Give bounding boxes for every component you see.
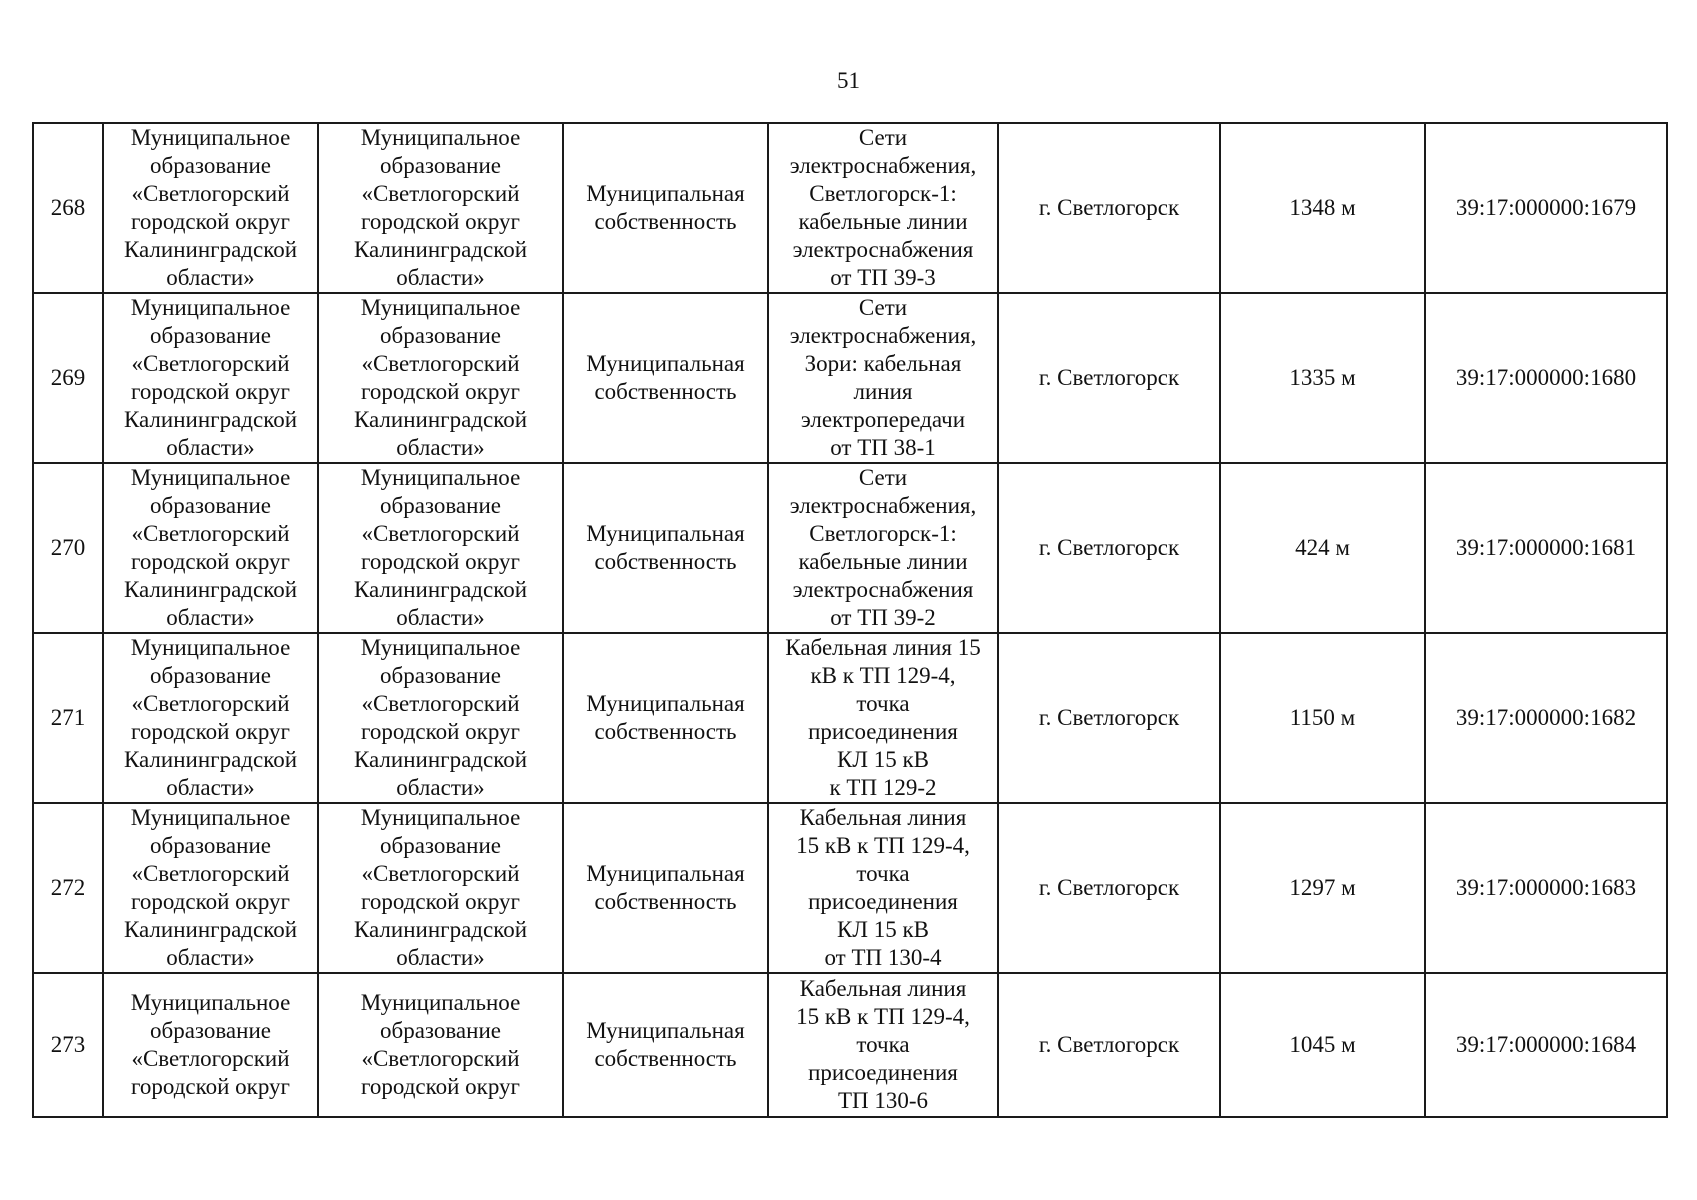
address-cell <box>998 463 1220 633</box>
row-number: 273 <box>50 1032 86 1057</box>
object-text: Сети электроснабжения, Светлогорск-1: кабельные линии электроснабжения от ТП 39-2 <box>789 465 977 630</box>
ownership-cell <box>563 973 768 1117</box>
row-number-cell <box>33 123 103 293</box>
page-number: 51 <box>837 68 860 93</box>
object-text: Кабельная линия 15 кВ к ТП 129-4, точка присоединения КЛ 15 кВ от ТП 130-4 <box>796 805 970 970</box>
object-cell <box>768 293 998 463</box>
row-number: 272 <box>50 875 86 900</box>
cadastral-number: 39:17:000000:1679 <box>1455 195 1637 220</box>
holder-cell <box>318 293 563 463</box>
length-cell <box>1220 293 1425 463</box>
length-cell <box>1220 123 1425 293</box>
address-cell <box>998 123 1220 293</box>
owner-cell <box>103 293 318 463</box>
cadastral-cell <box>1425 463 1667 633</box>
cadastral-cell <box>1425 973 1667 1117</box>
address-text: г. Светлогорск <box>1038 195 1180 220</box>
address-cell <box>998 803 1220 973</box>
cadastral-number: 39:17:000000:1683 <box>1455 875 1637 900</box>
owner-text: Муниципальное образование «Светлогорский городской округ <box>130 990 291 1099</box>
owner-cell <box>103 803 318 973</box>
ownership-cell <box>563 633 768 803</box>
ownership-text: Муниципальная собственность <box>586 181 745 234</box>
cadastral-number: 39:17:000000:1684 <box>1455 1032 1637 1057</box>
length-text: 1297 м <box>1289 875 1356 900</box>
length-text: 1335 м <box>1289 365 1356 390</box>
row-number-cell <box>33 463 103 633</box>
table-row <box>33 293 1667 463</box>
holder-text: Муниципальное образование «Светлогорский городской округ Калининградской области» <box>353 125 528 290</box>
ownership-text: Муниципальная собственность <box>586 691 745 744</box>
address-cell <box>998 973 1220 1117</box>
table-row <box>33 463 1667 633</box>
length-cell <box>1220 973 1425 1117</box>
row-number: 269 <box>50 365 86 390</box>
cadastral-number: 39:17:000000:1680 <box>1455 365 1637 390</box>
length-text: 424 м <box>1295 535 1350 560</box>
row-number: 271 <box>50 705 86 730</box>
ownership-text: Муниципальная собственность <box>586 351 745 404</box>
holder-text: Муниципальное образование «Светлогорский городской округ Калининградской области» <box>353 805 528 970</box>
length-cell <box>1220 463 1425 633</box>
cadastral-cell <box>1425 293 1667 463</box>
cadastral-cell <box>1425 633 1667 803</box>
length-cell <box>1220 633 1425 803</box>
holder-cell <box>318 123 563 293</box>
owner-text: Муниципальное образование «Светлогорский городской округ Калининградской области» <box>123 465 298 630</box>
table-row <box>33 973 1667 1117</box>
object-cell <box>768 463 998 633</box>
owner-text: Муниципальное образование «Светлогорский городской округ Калининградской области» <box>123 125 298 290</box>
object-text: Сети электроснабжения, Зори: кабельная линия электропередачи от ТП 38-1 <box>789 295 977 460</box>
owner-text: Муниципальное образование «Светлогорский городской округ Калининградской области» <box>123 805 298 970</box>
table-row <box>33 803 1667 973</box>
address-text: г. Светлогорск <box>1038 705 1180 730</box>
object-text: Кабельная линия 15 кВ к ТП 129-4, точка присоединения ТП 130-6 <box>796 976 970 1113</box>
address-text: г. Светлогорск <box>1038 1032 1180 1057</box>
row-number-cell <box>33 973 103 1117</box>
ownership-cell <box>563 463 768 633</box>
holder-cell <box>318 803 563 973</box>
table-row <box>33 123 1667 293</box>
holder-text: Муниципальное образование «Светлогорский городской округ Калининградской области» <box>353 635 528 800</box>
object-cell <box>768 803 998 973</box>
owner-text: Муниципальное образование «Светлогорский городской округ Калининградской области» <box>123 295 298 460</box>
owner-cell <box>103 123 318 293</box>
property-registry-table <box>32 122 1668 1118</box>
ownership-text: Муниципальная собственность <box>586 861 745 914</box>
holder-cell <box>318 463 563 633</box>
holder-text: Муниципальное образование «Светлогорский городской округ Калининградской области» <box>353 465 528 630</box>
length-text: 1150 м <box>1289 705 1356 730</box>
row-number-cell <box>33 633 103 803</box>
owner-cell <box>103 463 318 633</box>
cadastral-cell <box>1425 803 1667 973</box>
ownership-cell <box>563 803 768 973</box>
table-row <box>33 633 1667 803</box>
holder-cell <box>318 973 563 1117</box>
holder-text: Муниципальное образование «Светлогорский городской округ <box>360 990 521 1099</box>
cadastral-number: 39:17:000000:1681 <box>1455 535 1637 560</box>
address-text: г. Светлогорск <box>1038 365 1180 390</box>
row-number-cell <box>33 803 103 973</box>
address-cell <box>998 293 1220 463</box>
owner-cell <box>103 973 318 1117</box>
object-cell <box>768 973 998 1117</box>
holder-text: Муниципальное образование «Светлогорский городской округ Калининградской области» <box>353 295 528 460</box>
ownership-text: Муниципальная собственность <box>586 1018 745 1071</box>
object-cell <box>768 123 998 293</box>
owner-text: Муниципальное образование «Светлогорский городской округ Калининградской области» <box>123 635 298 800</box>
cadastral-number: 39:17:000000:1682 <box>1455 705 1637 730</box>
row-number: 268 <box>50 195 86 220</box>
row-number-cell <box>33 293 103 463</box>
owner-cell <box>103 633 318 803</box>
object-text: Кабельная линия 15 кВ к ТП 129-4, точка присоединения КЛ 15 кВ к ТП 129-2 <box>785 635 981 800</box>
object-cell <box>768 633 998 803</box>
address-text: г. Светлогорск <box>1038 535 1180 560</box>
length-text: 1045 м <box>1289 1032 1356 1057</box>
ownership-text: Муниципальная собственность <box>586 521 745 574</box>
length-cell <box>1220 803 1425 973</box>
address-cell <box>998 633 1220 803</box>
ownership-cell <box>563 123 768 293</box>
ownership-cell <box>563 293 768 463</box>
length-text: 1348 м <box>1289 195 1356 220</box>
holder-cell <box>318 633 563 803</box>
cadastral-cell <box>1425 123 1667 293</box>
address-text: г. Светлогорск <box>1038 875 1180 900</box>
object-text: Сети электроснабжения, Светлогорск-1: кабельные линии электроснабжения от ТП 39-3 <box>789 125 977 290</box>
row-number: 270 <box>50 535 86 560</box>
